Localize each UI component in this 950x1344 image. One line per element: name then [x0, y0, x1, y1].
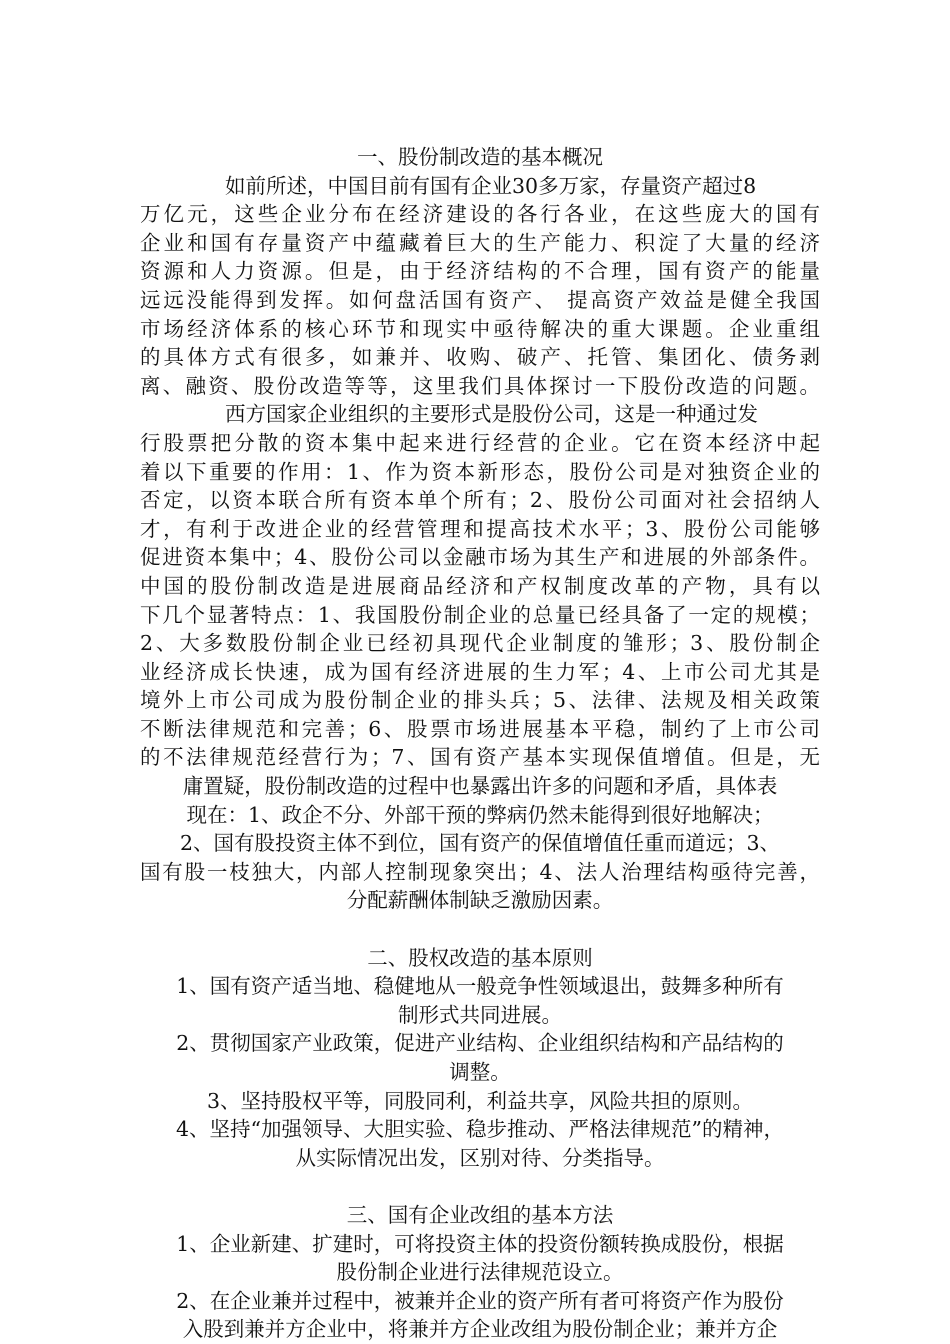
paragraph-line: 着以下重要的作用：1、作为资本新形态，股份公司是对独资企业的 [140, 459, 820, 484]
principle-line: 3、坚持股权平等，同股同利，利益共享，风险共担的原则。 [206, 1088, 754, 1113]
paragraph-line: 否定，以资本联合所有资本单个所有；2、股份公司面对社会招纳人 [140, 488, 820, 513]
section-2-title: 二、股权改造的基本原则 [367, 945, 593, 970]
section-3-title: 三、国有企业改组的基本方法 [346, 1202, 614, 1227]
principle-line: 1、国有资产适当地、稳健地从一般竞争性领域退出，鼓舞多种所有 [176, 974, 784, 999]
paragraph-line: 2、大多数股份制企业已经初具现代企业制度的雏形；3、股份制企 [140, 631, 820, 656]
principle-line: 制形式共同进展。 [398, 1002, 562, 1027]
paragraph-line: 远远没能得到发挥。如何盘活国有资产、 提高资产效益是健全我国 [140, 287, 820, 312]
paragraph-line: 资源和人力资源。但是，由于经济结构的不合理，国有资产的能量 [140, 259, 820, 284]
paragraph-line: 如前所述，中国目前有国有企业30多万家，存量资产超过8 [225, 173, 757, 198]
paragraph-line: 分配薪酬体制缺乏激励因素。 [346, 888, 614, 913]
paragraph-line: 万亿元，这些企业分布在经济建设的各行各业，在这些庞大的国有 [140, 202, 820, 227]
paragraph-line: 的具体方式有很多，如兼并、收购、破产、托管、集团化、债务剥 [140, 345, 820, 370]
paragraph-line: 的不法律规范经营行为；7、国有资产基本实现保值增值。但是，无 [140, 745, 820, 770]
paragraph-line: 行股票把分散的资本集中起来进行经营的企业。它在资本经济中起 [140, 430, 820, 455]
paragraph-line: 不断法律规范和完善；6、股票市场进展基本平稳，制约了上市公司 [140, 716, 820, 741]
paragraph-line: 庸置疑，股份制改造的过程中也暴露出许多的问题和矛盾，具体表 [182, 774, 778, 799]
paragraph-line: 西方国家企业组织的主要形式是股份公司，这是一种通过发 [225, 402, 758, 427]
paragraph-line: 市场经济体系的核心环节和现实中亟待解决的重大课题。企业重组 [140, 316, 820, 341]
principle-line: 2、贯彻国家产业政策，促进产业结构、企业组织结构和产品结构的 [176, 1031, 784, 1056]
section-1-title: 一、股份制改造的基本概况 [357, 145, 603, 169]
method-line: 入股到兼并方企业中，将兼并方企业改组为股份制企业；兼并方企 [182, 1317, 778, 1342]
paragraph-line: 境外上市公司成为股份制企业的排头兵；5、法律、法规及相关政策 [140, 688, 820, 713]
paragraph-line: 下几个显著特点：1、我国股份制企业的总量已经具备了一定的规模； [140, 602, 820, 627]
principle-line: 4、坚持“加强领导、大胆实验、稳步推动、严格法律规范”的精神， [175, 1117, 784, 1142]
paragraph-line: 促进资本集中；4、股份公司以金融市场为其生产和进展的外部条件。 [140, 545, 820, 570]
method-line: 1、企业新建、扩建时，可将投资主体的投资份额转换成股份，根据 [176, 1231, 784, 1256]
paragraph-line: 才，有利于改进企业的经营管理和提高技术水平；3、股份公司能够 [140, 516, 820, 541]
spacer [140, 915, 820, 944]
principle-line: 从实际情况出发，区别对待、分类指导。 [295, 1145, 665, 1170]
principle-line: 调整。 [449, 1060, 511, 1084]
paragraph-line: 业经济成长快速，成为国有经济进展的生力军；4、上市公司尤其是 [140, 659, 820, 684]
paragraph-line: 2、国有股投资主体不到位，国有资产的保值增值任重而道远；3、 [179, 831, 781, 856]
paragraph-line: 企业和国有存量资产中蕴藏着巨大的生产能力、积淀了大量的经济 [140, 230, 820, 255]
method-line: 股份制企业进行法律规范设立。 [336, 1260, 624, 1285]
spacer [140, 1172, 820, 1201]
paragraph-line: 中国的股份制改造是进展商品经济和产权制度改革的产物，具有以 [140, 573, 820, 598]
paragraph-line: 国有股一枝独大，内部人控制现象突出；4、法人治理结构亟待完善， [140, 859, 820, 884]
paragraph-line: 离、融资、股份改造等等，这里我们具体探讨一下股份改造的问题。 [140, 373, 820, 398]
document-page [140, 143, 820, 1344]
paragraph-line: 现在：1、政企不分、外部干预的弊病仍然未能得到很好地解决； [186, 802, 774, 827]
method-line: 2、在企业兼并过程中，被兼并企业的资产所有者可将资产作为股份 [176, 1288, 784, 1313]
